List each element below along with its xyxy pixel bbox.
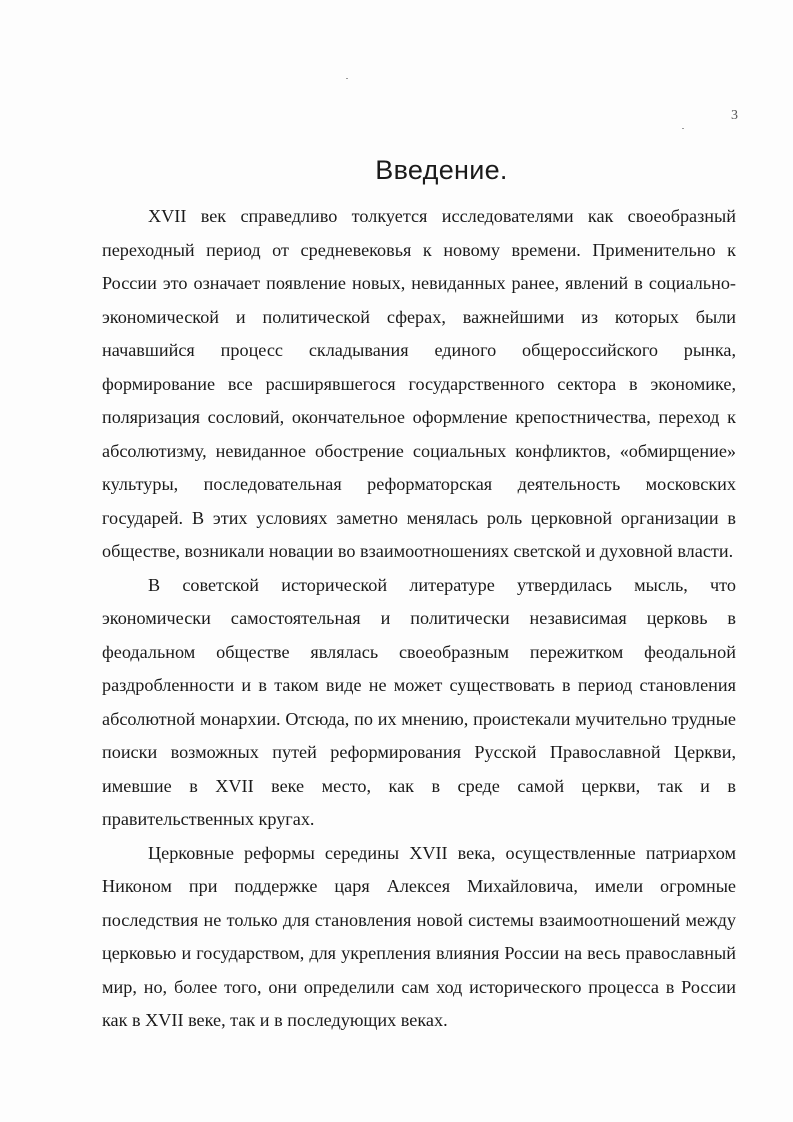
page-number: 3 [731,108,738,123]
paragraph-1: XVII век справедливо толкуется исследователями как своеобразный переходный период от средневековья к новому времени. Применительно к России это означает появление новых, невиданных ранее, явлений в социально-экономической и политической сферах, важнейшими из которых были начавшийся процесс складывания единого общероссийского рынка, формирование все расширявшегося государственного сектора в экономике, поляризация сословий, окончательное оформление крепостничества, переход к абсолютизму, невиданное обострение социальных конфликтов, «обмирщение» культуры, последовательная реформаторская деятельность московских государей. В этих условиях заметно менялась роль церковной организации в обществе, возникали новации во взаимоотношениях светской и духовной власти. [102,206,736,561]
page-title: Введение. [375,155,508,185]
scan-speck [346,78,348,79]
body-text [102,200,736,1038]
scan-speck [682,128,684,129]
paragraph-3: Церковные реформы середины XVII века, осуществленные патриархом Никоном при поддержке царя Алексея Михайловича, имели огромные последствия не только для становления новой системы взаимоотношений между церковью и государством, для укрепления влияния России на весь православный мир, но, более того, они определили сам ход исторического процесса в России как в XVII веке, так и в последующих веках. [102,842,736,1030]
paragraph-2: В советской исторической литературе утвердилась мысль, что экономически самостоятельная и политически независимая церковь в феодальном обществе являлась своеобразным пережитком феодальной раздробленности и в таком виде не может существовать в период становления абсолютной монархии. Отсюда, по их мнению, проистекали мучительно трудные поиски возможных путей реформирования Русской Православной Церкви, имевшие в XVII веке место, как в среде самой церкви, так и в правительственных кругах. [102,574,736,829]
